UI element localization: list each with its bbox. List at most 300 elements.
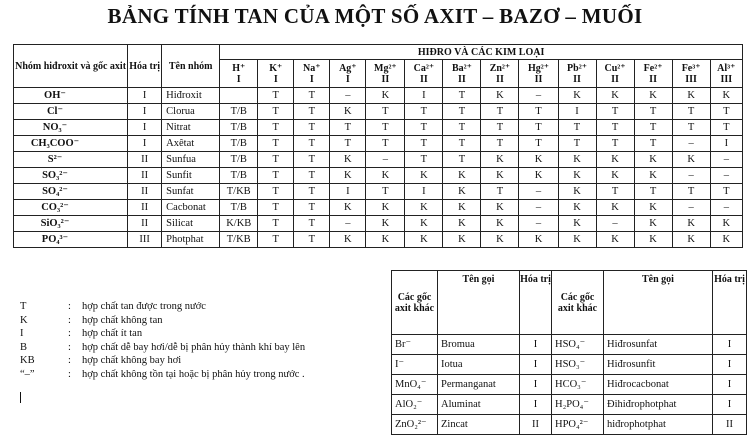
- table-row: [14, 200, 743, 216]
- solubility-cell: T: [366, 120, 405, 136]
- acid-formula: HSO₃⁻: [552, 355, 604, 375]
- sec-header-name-1: Tên gọi: [438, 271, 520, 335]
- cation-header: [558, 60, 596, 88]
- cation-valence: II: [458, 73, 466, 85]
- acid-formula: H₂PO₄⁻: [552, 395, 604, 415]
- solubility-cell: T: [330, 136, 366, 152]
- solubility-cell: K: [634, 200, 672, 216]
- solubility-cell: K: [330, 152, 366, 168]
- anion-cell: [14, 216, 128, 232]
- anion-name: Nitrat: [162, 120, 220, 136]
- solubility-cell: –: [710, 200, 742, 216]
- acid-name: Hiđrocacbonat: [604, 375, 713, 395]
- solubility-cell: T: [710, 184, 742, 200]
- acid-name: Đihiđrophotphat: [604, 395, 713, 415]
- legend-key: B: [20, 341, 28, 353]
- solubility-cell: T: [258, 200, 294, 216]
- legend-key: K: [20, 314, 28, 326]
- solubility-cell: –: [519, 200, 558, 216]
- solubility-cell: K: [366, 232, 405, 248]
- legend-key: “–”: [20, 368, 35, 380]
- solubility-cell: K: [596, 88, 634, 104]
- cation-valence: II: [611, 73, 619, 85]
- table-row: [14, 104, 743, 120]
- solubility-cell: K: [558, 168, 596, 184]
- acid-formula: MnO₄⁻: [392, 375, 438, 395]
- acid-formula: HCO₃⁻: [552, 375, 604, 395]
- solubility-cell: K: [710, 88, 742, 104]
- solubility-cell: T: [366, 104, 405, 120]
- cation-header: [519, 60, 558, 88]
- solubility-cell: K/KB: [220, 216, 258, 232]
- anion-name: Clorua: [162, 104, 220, 120]
- solubility-cell: T/KB: [220, 232, 258, 248]
- solubility-cell: T: [258, 104, 294, 120]
- solubility-table: [13, 44, 743, 248]
- legend-separator: :: [68, 341, 71, 353]
- anion-cell: [14, 136, 128, 152]
- acid-valence: I: [520, 355, 552, 375]
- solubility-cell: T: [258, 184, 294, 200]
- solubility-cell: K: [519, 152, 558, 168]
- acid-name: Aluminat: [438, 395, 520, 415]
- acid-name: hiđrophotphat: [604, 415, 713, 435]
- solubility-cell: K: [634, 216, 672, 232]
- solubility-cell: K: [596, 232, 634, 248]
- table-row: [392, 375, 747, 395]
- solubility-cell: K: [481, 200, 519, 216]
- solubility-cell: K: [330, 168, 366, 184]
- solubility-cell: –: [330, 88, 366, 104]
- solubility-cell: K: [519, 168, 558, 184]
- legend-item: [20, 354, 305, 368]
- acid-name: Bromua: [438, 335, 520, 355]
- anion-formula: CH₃COO⁻: [30, 138, 80, 149]
- acid-formula: Br⁻: [392, 335, 438, 355]
- cation-ion: K⁺: [269, 62, 283, 74]
- legend-separator: :: [68, 328, 71, 339]
- anion-cell: [14, 200, 128, 216]
- solubility-cell: T: [294, 200, 330, 216]
- legend-item: [20, 300, 305, 314]
- solubility-cell: T: [558, 136, 596, 152]
- solubility-cell: T: [710, 120, 742, 136]
- solubility-cell: T: [366, 136, 405, 152]
- acid-formula: HPO₄²⁻: [552, 415, 604, 435]
- solubility-cell: T: [634, 120, 672, 136]
- solubility-cell: K: [558, 232, 596, 248]
- solubility-cell: –: [366, 152, 405, 168]
- solubility-cell: –: [519, 216, 558, 232]
- cation-header: [294, 60, 330, 88]
- anion-name: Hiđroxit: [162, 88, 220, 104]
- cation-header: [366, 60, 405, 88]
- anion-cell: [14, 184, 128, 200]
- solubility-cell: T/B: [220, 152, 258, 168]
- anion-cell: [14, 88, 128, 104]
- cation-ion: H⁺: [232, 62, 246, 74]
- solubility-cell: T: [258, 216, 294, 232]
- solubility-cell: T: [443, 136, 481, 152]
- solubility-cell: K: [481, 168, 519, 184]
- solubility-cell: T: [634, 136, 672, 152]
- legend-key: I: [20, 328, 24, 339]
- solubility-cell: K: [330, 200, 366, 216]
- solubility-cell: K: [330, 104, 366, 120]
- legend-item: [20, 341, 305, 355]
- solubility-cell: T: [366, 184, 405, 200]
- table-row: [392, 355, 747, 375]
- solubility-cell: T: [481, 120, 519, 136]
- cation-ion: Fe³⁺: [681, 62, 701, 74]
- solubility-cell: T/B: [220, 136, 258, 152]
- solubility-cell: K: [596, 168, 634, 184]
- anion-valence: II: [128, 184, 162, 200]
- sec-header-valence-2: Hóa trị: [713, 271, 747, 335]
- cation-ion: Ca²⁺: [413, 62, 435, 74]
- acid-formula: HSO₄⁻: [552, 335, 604, 355]
- anion-cell: [14, 168, 128, 184]
- legend-separator: :: [68, 368, 71, 380]
- anion-formula: PO₄³⁻: [41, 234, 69, 245]
- solubility-cell: T: [294, 152, 330, 168]
- solubility-cell: K: [558, 216, 596, 232]
- solubility-cell: K: [634, 168, 672, 184]
- solubility-cell: –: [710, 168, 742, 184]
- solubility-cell: K: [519, 232, 558, 248]
- solubility-cell: T: [258, 168, 294, 184]
- cation-ion: Pb²⁺: [567, 62, 587, 74]
- solubility-cell: K: [710, 232, 742, 248]
- acid-valence: II: [713, 415, 747, 435]
- solubility-cell: –: [330, 216, 366, 232]
- solubility-cell: K: [634, 88, 672, 104]
- solubility-cell: I: [710, 136, 742, 152]
- cation-header: [330, 60, 366, 88]
- solubility-cell: T: [596, 136, 634, 152]
- page-title: BẢNG TÍNH TAN CỦA MỘT SỐ AXIT – BAZƠ – MUỐI: [107, 4, 643, 28]
- solubility-cell: T: [634, 184, 672, 200]
- solubility-cell: K: [443, 168, 481, 184]
- anion-cell: [14, 152, 128, 168]
- solubility-cell: –: [672, 168, 710, 184]
- solubility-cell: T: [596, 104, 634, 120]
- text-cursor: [20, 392, 21, 403]
- solubility-cell: T: [258, 232, 294, 248]
- anion-name: Silicat: [162, 216, 220, 232]
- cation-ion: Mg²⁺: [374, 62, 397, 74]
- acid-name: Hiđrosunfat: [604, 335, 713, 355]
- solubility-cell: T: [258, 136, 294, 152]
- solubility-cell: K: [330, 232, 366, 248]
- cation-ion: Ba²⁺: [451, 62, 472, 74]
- solubility-cell: T: [596, 120, 634, 136]
- solubility-cell: K: [366, 200, 405, 216]
- solubility-cell: I: [558, 104, 596, 120]
- solubility-cell: T: [405, 136, 443, 152]
- solubility-cell: K: [672, 232, 710, 248]
- anion-valence: II: [128, 200, 162, 216]
- solubility-cell: K: [558, 200, 596, 216]
- solubility-cell: –: [596, 216, 634, 232]
- anion-formula: NO₃⁻: [42, 122, 68, 133]
- sec-header-name-2: Tên gọi: [604, 271, 713, 335]
- solubility-cell: K: [481, 232, 519, 248]
- legend: [20, 300, 305, 381]
- solubility-cell: T: [405, 152, 443, 168]
- solubility-cell: T: [330, 120, 366, 136]
- legend-item: [20, 314, 305, 328]
- cation-ion: Cu²⁺: [604, 62, 626, 74]
- solubility-cell: T: [443, 120, 481, 136]
- solubility-cell: T: [519, 136, 558, 152]
- anion-cell: [14, 232, 128, 248]
- solubility-cell: I: [405, 88, 443, 104]
- anion-cell: [14, 120, 128, 136]
- acid-name: Permanganat: [438, 375, 520, 395]
- solubility-cell: –: [672, 200, 710, 216]
- table-row: [14, 232, 743, 248]
- acid-name: Hiđrosunfit: [604, 355, 713, 375]
- solubility-cell: T: [294, 232, 330, 248]
- solubility-cell: T: [710, 104, 742, 120]
- solubility-cell: T: [258, 152, 294, 168]
- anion-formula: SiO₃²⁻: [40, 218, 70, 229]
- solubility-cell: K: [634, 152, 672, 168]
- solubility-cell: I: [330, 184, 366, 200]
- legend-separator: :: [68, 314, 71, 326]
- cation-header: [443, 60, 481, 88]
- sec-header-acid-2: Các gốc axit khác: [552, 271, 604, 335]
- table-row: [14, 136, 743, 152]
- cation-header: [258, 60, 294, 88]
- legend-item: [20, 327, 305, 341]
- cation-ion: Zn²⁺: [489, 62, 511, 74]
- legend-description: hợp chất dễ bay hơi/dễ bị phân hủy thành khí bay lên: [82, 341, 306, 353]
- anion-valence: II: [128, 216, 162, 232]
- solubility-cell: T: [294, 120, 330, 136]
- solubility-cell: K: [481, 216, 519, 232]
- acid-valence: I: [520, 395, 552, 415]
- solubility-cell: T: [405, 104, 443, 120]
- anion-valence: III: [128, 232, 162, 248]
- legend-description: hợp chất không tồn tại hoặc bị phân hủy trong nước .: [82, 368, 305, 380]
- legend-description: hợp chất không tan: [82, 314, 163, 326]
- solubility-cell: T: [294, 168, 330, 184]
- solubility-cell: K: [405, 216, 443, 232]
- cation-valence: II: [496, 73, 504, 85]
- solubility-cell: T: [481, 136, 519, 152]
- legend-item: [20, 368, 305, 382]
- anion-name: Photphat: [162, 232, 220, 248]
- solubility-cell: K: [481, 88, 519, 104]
- solubility-cell: [220, 88, 258, 104]
- solubility-cell: I: [405, 184, 443, 200]
- cation-valence: I: [309, 73, 314, 85]
- legend-separator: :: [68, 355, 71, 366]
- cation-ion: Fe²⁺: [643, 62, 663, 74]
- cation-valence: II: [534, 73, 543, 85]
- solubility-cell: T: [294, 136, 330, 152]
- acid-valence: I: [713, 355, 747, 375]
- acid-formula: ZnO₂²⁻: [392, 415, 438, 435]
- anion-name: Sunfit: [162, 168, 220, 184]
- solubility-cell: –: [672, 136, 710, 152]
- cation-valence: I: [236, 73, 241, 85]
- solubility-cell: T: [405, 120, 443, 136]
- solubility-cell: K: [481, 152, 519, 168]
- cation-valence: II: [381, 73, 390, 85]
- solubility-cell: K: [366, 88, 405, 104]
- solubility-cell: T: [481, 184, 519, 200]
- solubility-cell: T: [294, 88, 330, 104]
- solubility-cell: T: [443, 88, 481, 104]
- cation-valence: I: [345, 73, 350, 85]
- sec-header-acid-1: Các gốc axit khác: [392, 271, 438, 335]
- solubility-cell: K: [558, 88, 596, 104]
- solubility-cell: T: [519, 104, 558, 120]
- acid-valence: I: [520, 335, 552, 355]
- anion-formula: S²⁻: [47, 154, 63, 165]
- other-acid-table: [391, 270, 747, 435]
- anion-name: Sunfat: [162, 184, 220, 200]
- solubility-cell: K: [405, 232, 443, 248]
- legend-key: KB: [20, 355, 35, 366]
- cation-valence: III: [720, 73, 733, 85]
- solubility-cell: T: [294, 104, 330, 120]
- table-row: [14, 216, 743, 232]
- solubility-cell: K: [443, 216, 481, 232]
- solubility-cell: –: [519, 88, 558, 104]
- cation-ion: Ag⁺: [339, 62, 357, 74]
- anion-name: Cacbonat: [162, 200, 220, 216]
- solubility-cell: K: [634, 232, 672, 248]
- legend-key: T: [20, 301, 27, 312]
- solubility-cell: K: [596, 152, 634, 168]
- table-row: [14, 168, 743, 184]
- legend-description: hợp chất ít tan: [82, 328, 143, 339]
- solubility-cell: T: [443, 104, 481, 120]
- solubility-cell: T/B: [220, 104, 258, 120]
- acid-valence: I: [713, 335, 747, 355]
- acid-valence: II: [520, 415, 552, 435]
- acid-valence: I: [713, 375, 747, 395]
- cation-valence: III: [685, 73, 697, 85]
- solubility-cell: T: [481, 104, 519, 120]
- solubility-cell: –: [519, 184, 558, 200]
- acid-valence: I: [520, 375, 552, 395]
- cation-header: [481, 60, 519, 88]
- cation-valence: II: [419, 73, 428, 85]
- anion-name: Sunfua: [162, 152, 220, 168]
- table-row: [14, 152, 743, 168]
- solubility-cell: K: [443, 200, 481, 216]
- cation-valence: II: [649, 73, 657, 85]
- anion-valence: I: [128, 120, 162, 136]
- anion-formula: SO₄²⁻: [42, 186, 68, 197]
- solubility-cell: K: [443, 184, 481, 200]
- cation-valence: I: [273, 73, 278, 85]
- solubility-cell: T: [258, 88, 294, 104]
- table-row: [14, 88, 743, 104]
- solubility-cell: T: [294, 184, 330, 200]
- anion-formula: Cl⁻: [46, 106, 64, 117]
- header-name: Tên nhóm: [162, 45, 220, 88]
- anion-valence: I: [128, 136, 162, 152]
- acid-valence: I: [713, 395, 747, 415]
- table-row: [392, 415, 747, 435]
- anion-formula: SO₃²⁻: [42, 170, 68, 181]
- sec-header-valence-1: Hóa trị: [520, 271, 552, 335]
- cation-ion: Al³⁺: [717, 62, 736, 74]
- solubility-cell: T: [258, 120, 294, 136]
- solubility-cell: K: [405, 200, 443, 216]
- solubility-cell: K: [366, 216, 405, 232]
- legend-separator: :: [68, 301, 71, 312]
- solubility-cell: K: [672, 152, 710, 168]
- header-valence: Hóa trị: [128, 45, 162, 88]
- solubility-cell: T: [672, 120, 710, 136]
- solubility-cell: T: [558, 120, 596, 136]
- cation-valence: II: [573, 73, 581, 85]
- solubility-cell: K: [710, 216, 742, 232]
- solubility-cell: K: [443, 232, 481, 248]
- solubility-cell: K: [405, 168, 443, 184]
- cation-ion: Na⁺: [303, 62, 321, 74]
- cation-header: [710, 60, 742, 88]
- anion-formula: CO₃²⁻: [41, 202, 69, 213]
- table-row: [14, 184, 743, 200]
- cation-header: [634, 60, 672, 88]
- cation-header: [220, 60, 258, 88]
- solubility-cell: K: [558, 184, 596, 200]
- cation-header: [672, 60, 710, 88]
- solubility-cell: T: [672, 184, 710, 200]
- acid-formula: I⁻: [392, 355, 438, 375]
- anion-formula: OH⁻: [44, 90, 66, 101]
- solubility-cell: T: [634, 104, 672, 120]
- solubility-cell: T: [596, 184, 634, 200]
- solubility-cell: T: [519, 120, 558, 136]
- solubility-cell: K: [596, 200, 634, 216]
- cation-header: [596, 60, 634, 88]
- anion-cell: [14, 104, 128, 120]
- solubility-cell: T/B: [220, 200, 258, 216]
- anion-valence: I: [128, 88, 162, 104]
- solubility-cell: K: [672, 88, 710, 104]
- anion-valence: II: [128, 152, 162, 168]
- header-metals: HIĐRO VÀ CÁC KIM LOẠI: [220, 45, 743, 60]
- header-group: Nhóm hiđroxit và gốc axit: [14, 45, 128, 88]
- solubility-cell: T: [443, 152, 481, 168]
- acid-name: Iotua: [438, 355, 520, 375]
- legend-description: hợp chất không bay hơi: [82, 355, 182, 366]
- solubility-cell: T: [294, 216, 330, 232]
- anion-valence: II: [128, 168, 162, 184]
- solubility-cell: T/B: [220, 168, 258, 184]
- legend-description: hợp chất tan được trong nước: [82, 301, 206, 312]
- acid-formula: AlO₂⁻: [392, 395, 438, 415]
- table-row: [392, 395, 747, 415]
- solubility-cell: K: [558, 152, 596, 168]
- anion-valence: I: [128, 104, 162, 120]
- cation-ion: Hg²⁺: [527, 62, 550, 74]
- table-row: [392, 335, 747, 355]
- solubility-cell: T/B: [220, 120, 258, 136]
- solubility-cell: –: [710, 152, 742, 168]
- solubility-cell: T/KB: [220, 184, 258, 200]
- cation-header: [405, 60, 443, 88]
